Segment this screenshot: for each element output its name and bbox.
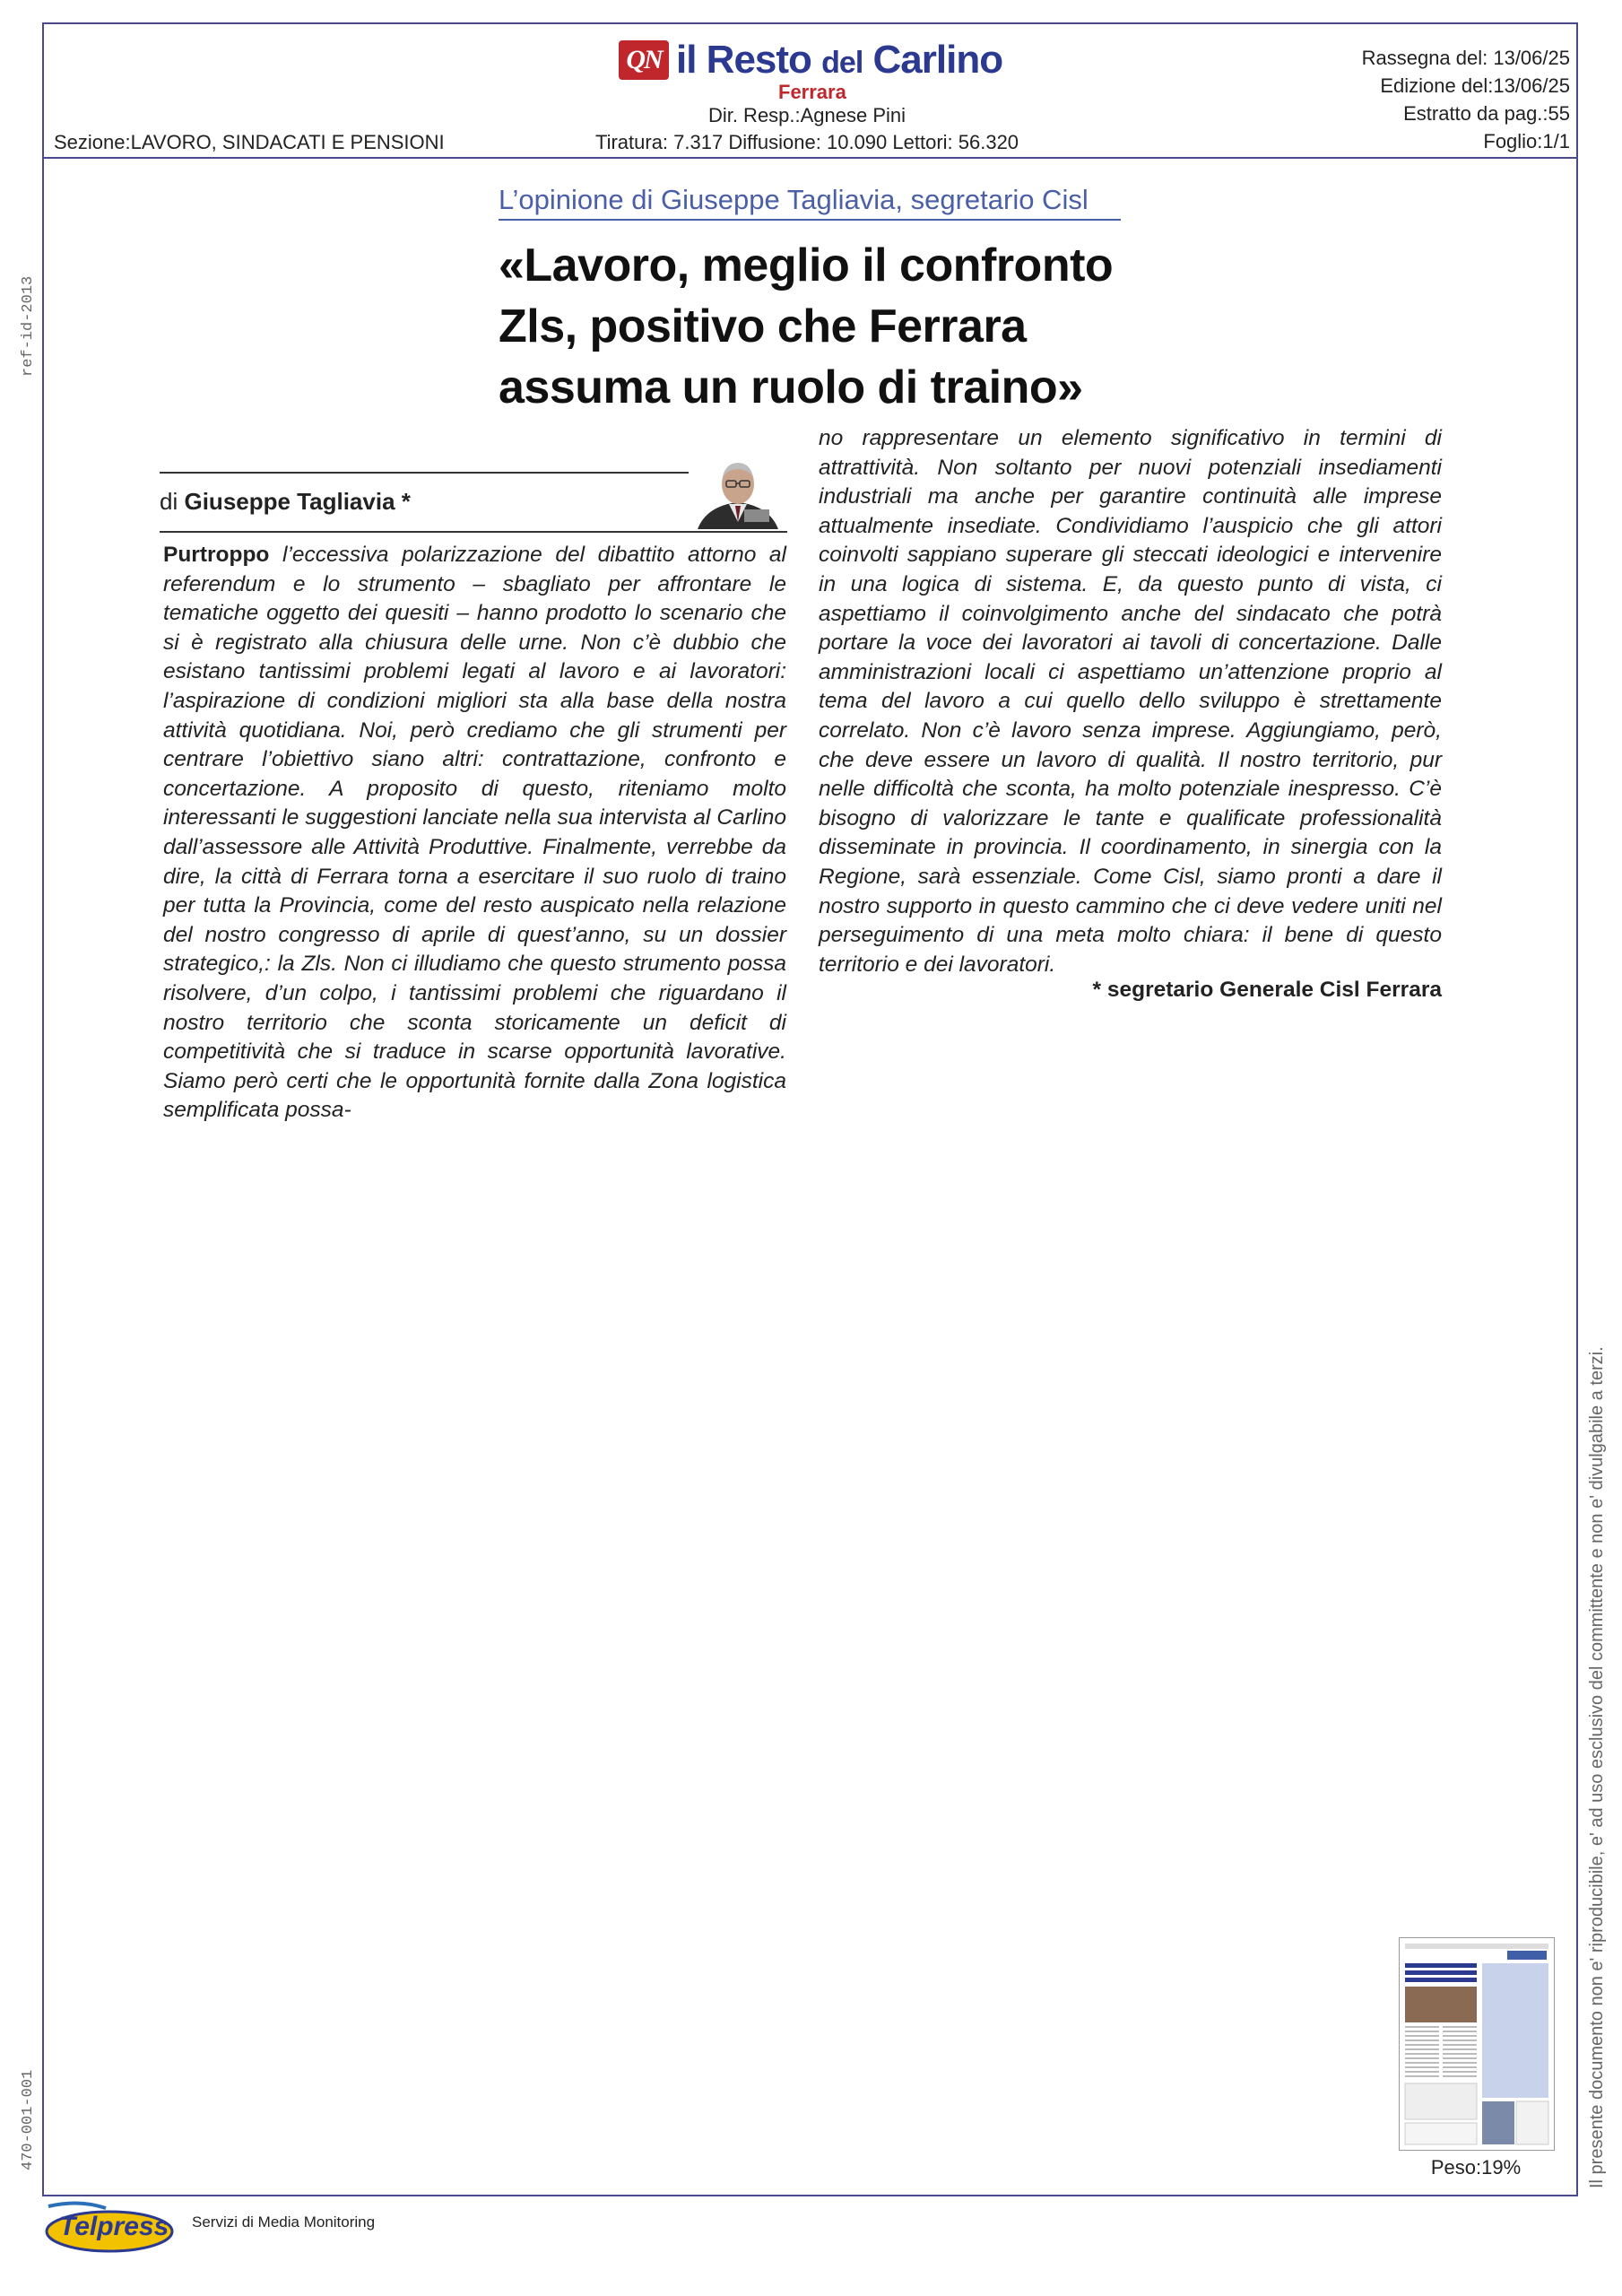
byline: di Giuseppe Tagliavia * [160,488,411,515]
page-thumbnail [1399,1937,1555,2151]
article-column-2: no rappresentare un elemento significativo in termini di attrattività. Non soltanto per nuovi potenziali insediamenti industriali ma anche per garantire continuità alle imprese attualmente insediate. Condividiamo l’auspicio che gli attori coinvolti sappiano superare gli steccati ideologici e intervenire in una logica di sistema. E, da questo punto di vista, ci aspettiamo il coinvolgimento anche del sindacato che potrà portare la voce dei lavoratori ai tavoli di concertazione. Dalle amministrazioni locali ci aspettiamo un’attenzione proprio al tema del lavoro a cui quello dello sviluppo è strettamente correlato. Non c’è lavoro senza imprese. Aggiungiamo, però, che deve essere un lavoro di qualità. Il nostro territorio, pur nelle difficoltà che sconta, ha molto potenziale inespresso. C’è bisogno di valorizzare le tante e qualificate professionalità disseminate in provincia. Il coordinamento, in sinergia con la Regione, sarà essenziale. Come Cisl, siamo pronti a dare il nostro supporto in questo cammino che ci deve vedere uniti nel perseguimento di una meta molto chiara: il bene di questo territorio e dei lavoratori. [819,426,1442,977]
logo-edition: Ferrara [778,81,846,103]
header-separator [42,157,1578,159]
lead-word: Purtroppo [163,543,270,567]
rassegna-date: Rassegna del: 13/06/25 [1361,47,1570,69]
telpress-wordmark: Telpress [59,2212,169,2241]
author-portrait [689,454,787,529]
weight-label: Peso:19% [1430,2156,1522,2179]
section-label: Sezione:LAVORO, SINDACATI E PENSIONI [54,131,445,153]
services-label: Servizi di Media Monitoring [192,2213,376,2231]
article-column-1: Purtroppo l’eccessiva polarizzazione del dibattito attorno al referendum e lo strumento – sbagliato per affrontare le tematiche oggetto dei quesiti – hanno prodotto lo scenario che si è registrato alla chiusura delle urne. Non c’è dubbio che esistano tantissimi problemi legati al lavoro e ai lavoratori: l’aspirazione di condizioni migliori sta alla base della nostra attività quotidiana. Noi, però crediamo che gli strumenti per centrare l’obiettivo siano altri: contrattazione, confronto e concertazione. A proposito di questo, riteniamo molto interessanti le suggestioni lanciate nella sua intervista al Carlino dall’assessore alle Attività Produttive. Finalmente, verrebbe da dire, la città di Ferrara torna a esercitare il suo ruolo di traino per tutta la Provincia, come del resto auspicato nella relazione del nostro congresso di aprile di quest’anno, su un dossier strategico,: la Zls. Non ci illudiamo che questo strumento possa risolvere, d’un colpo, i tantissimi problemi che riguardano il nostro territorio che sconta storicamente un deficit di competitività che si traduce in scarse opportunità lavorative. Siamo però certi che le opportunità fornite dalla Zona logistica semplificata possa- [163,543,786,1123]
circulation-line: Tiratura: 7.317 Diffusione: 10.090 Lettori: 56.320 [594,131,1019,153]
article-headline: «Lavoro, meglio il confronto Zls, positivo che Ferrara assuma un ruolo di traino» [499,239,1114,413]
byline-box [160,472,787,533]
doc-code-label: 470-001-001 [20,2069,37,2170]
newspaper-logo [619,38,1002,83]
edizione-date: Edizione del:13/06/25 [1380,74,1570,97]
author-signature: * segretario Generale Cisl Ferrara [1092,978,1442,1002]
disclaimer-text: Il presente documento non e' riproducibile, e' ad uso esclusivo del committente e non e' divulgabile a terzi. [1587,1346,1607,2188]
qn-badge: QN [619,40,669,80]
telpress-logo [43,2199,178,2259]
estratto-page: Estratto da pag.:55 [1403,102,1570,125]
director-line: Dir. Resp.:Agnese Pini [707,104,906,126]
foglio-count: Foglio:1/1 [1483,130,1570,152]
ref-id-label: ref-id-2013 [20,275,37,377]
article-kicker: L’opinione di Giuseppe Tagliavia, segretario Cisl [499,184,1121,221]
logo-name: il Resto del Carlino [676,38,1003,82]
